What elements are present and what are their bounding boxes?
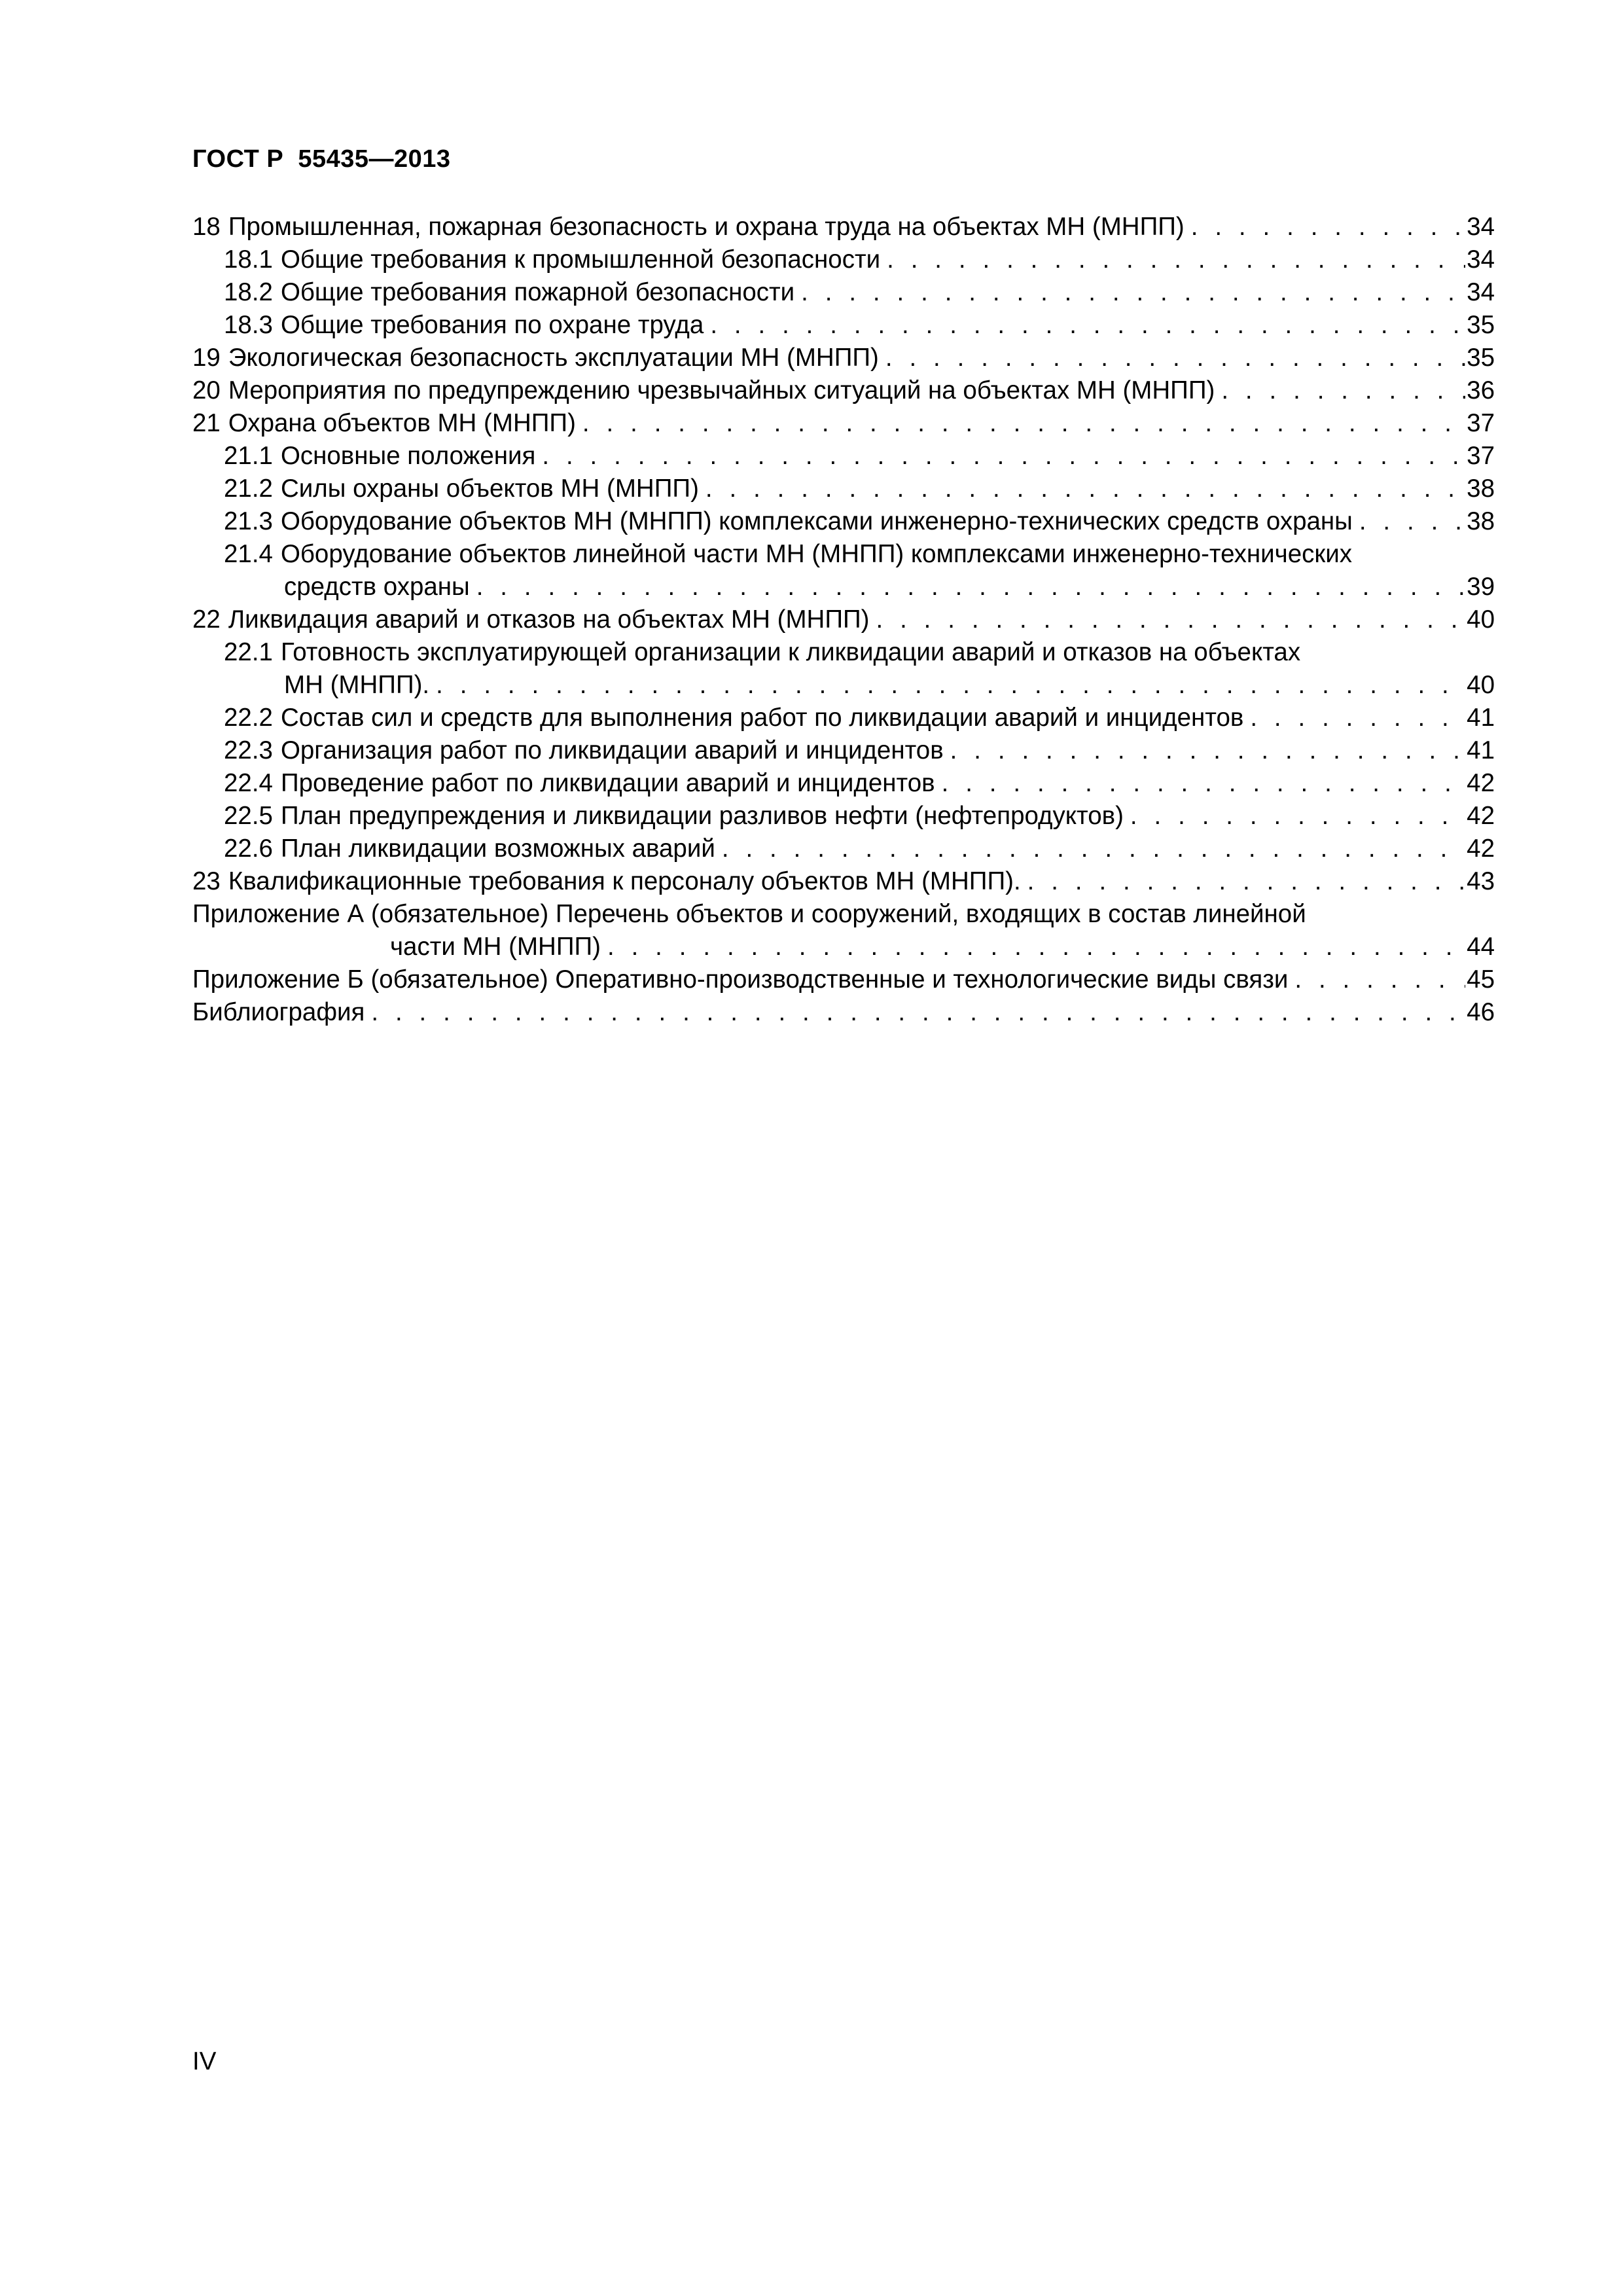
dot-leader bbox=[582, 407, 1465, 440]
dot-leader bbox=[1027, 865, 1466, 898]
toc-entry[interactable] bbox=[192, 473, 1495, 505]
toc-entry-page: 40 bbox=[1467, 605, 1495, 634]
toc-entry-page: 35 bbox=[1467, 344, 1495, 372]
dot-leader bbox=[436, 669, 1465, 702]
toc-entry[interactable] bbox=[192, 538, 1495, 603]
dot-leader bbox=[1130, 800, 1465, 833]
toc-entry[interactable] bbox=[192, 276, 1495, 309]
toc-entry-title: Промышленная, пожарная безопасность и охрана труда на объектах МН (МНПП) bbox=[228, 213, 1185, 241]
dot-leader bbox=[476, 571, 1465, 603]
toc-entry-page: 38 bbox=[1467, 475, 1495, 503]
toc-entry-page: 40 bbox=[1467, 671, 1495, 699]
toc-entry[interactable] bbox=[192, 342, 1495, 374]
toc-entry[interactable] bbox=[192, 505, 1495, 538]
page-number: IV bbox=[192, 2047, 217, 2075]
toc-entry-number: 21 bbox=[192, 409, 221, 437]
toc-entry-title: Основные положения bbox=[280, 442, 536, 470]
toc-entry[interactable] bbox=[192, 211, 1495, 243]
toc-entry-number: 21.3 bbox=[224, 507, 273, 535]
toc-entry-title: Общие требования к промышленной безопасности bbox=[280, 245, 881, 274]
dot-leader bbox=[801, 276, 1465, 309]
toc-entry-title: Проведение работ по ликвидации аварий и инцидентов bbox=[280, 769, 935, 797]
toc-entry-page: 35 bbox=[1467, 311, 1495, 339]
toc-entry-page: 46 bbox=[1467, 998, 1495, 1026]
toc-entry[interactable] bbox=[192, 407, 1495, 440]
toc-entry[interactable] bbox=[192, 440, 1495, 473]
toc-entry-page: 34 bbox=[1467, 278, 1495, 306]
toc-entry-number: 23 bbox=[192, 867, 221, 895]
toc-entry-title: Библиография bbox=[192, 998, 365, 1026]
toc-entry-page: 45 bbox=[1467, 965, 1495, 994]
toc-entry-number: 22.5 bbox=[224, 802, 273, 830]
dot-leader bbox=[1359, 505, 1465, 538]
toc-entry-title: Состав сил и средств для выполнения работ по ликвидации аварий и инцидентов bbox=[280, 704, 1244, 732]
dot-leader bbox=[722, 833, 1465, 865]
dot-leader bbox=[1191, 211, 1465, 243]
toc-entry-title: Приложение А (обязательное) Перечень объектов и сооружений, входящих в состав линейной bbox=[192, 900, 1306, 928]
toc-entry-title: План предупреждения и ликвидации разливов нефти (нефтепродуктов) bbox=[280, 802, 1124, 830]
toc-entry-title: Мероприятия по предупреждению чрезвычайных ситуаций на объектах МН (МНПП) bbox=[228, 376, 1215, 404]
toc-entry-number: 22.3 bbox=[224, 736, 273, 764]
document-header: ГОСТ Р 55435—2013 bbox=[192, 145, 451, 173]
toc-entry-title: Экологическая безопасность эксплуатации МН (МНПП) bbox=[228, 344, 879, 372]
toc-entry-title: МН (МНПП). bbox=[284, 671, 430, 699]
dot-leader bbox=[942, 767, 1466, 800]
toc-entry-number: 19 bbox=[192, 344, 221, 372]
toc-entry-page: 38 bbox=[1467, 507, 1495, 535]
dot-leader bbox=[950, 734, 1466, 767]
toc-entry-number: 22.1 bbox=[224, 638, 273, 666]
toc-entry-number: 22 bbox=[192, 605, 221, 634]
toc-entry-page: 39 bbox=[1467, 573, 1495, 601]
toc-entry-title: Готовность эксплуатирующей организации к ликвидации аварий и отказов на объектах bbox=[280, 638, 1301, 666]
toc-entry[interactable] bbox=[192, 702, 1495, 734]
toc-entry-number: 21.1 bbox=[224, 442, 273, 470]
toc-entry-number: 20 bbox=[192, 376, 221, 404]
dot-leader bbox=[1221, 374, 1465, 407]
toc-entry[interactable] bbox=[192, 865, 1495, 898]
toc-entry-number: 18.2 bbox=[224, 278, 273, 306]
toc-entry-page: 42 bbox=[1467, 802, 1495, 830]
toc-entry-page: 41 bbox=[1467, 704, 1495, 732]
dot-leader bbox=[542, 440, 1465, 473]
toc-entry-page: 34 bbox=[1467, 213, 1495, 241]
toc-entry-title: Оборудование объектов линейной части МН (МНПП) комплексами инженерно-технических bbox=[280, 540, 1352, 568]
toc-entry-title: Общие требования пожарной безопасности bbox=[280, 278, 795, 306]
toc-entry-number: 21.2 bbox=[224, 475, 273, 503]
toc-entry-title: Приложение Б (обязательное) Оперативно-производственные и технологические виды связи bbox=[192, 965, 1289, 994]
toc-entry-number: 18.3 bbox=[224, 311, 273, 339]
toc-entry[interactable] bbox=[192, 767, 1495, 800]
toc-entry[interactable] bbox=[192, 734, 1495, 767]
toc-entry[interactable] bbox=[192, 603, 1495, 636]
toc-entry-page: 42 bbox=[1467, 834, 1495, 863]
toc-entry-title: Организация работ по ликвидации аварий и инцидентов bbox=[280, 736, 944, 764]
toc-entry-number: 21.4 bbox=[224, 540, 273, 568]
dot-leader bbox=[1250, 702, 1465, 734]
toc-entry-title: Ликвидация аварий и отказов на объектах МН (МНПП) bbox=[228, 605, 870, 634]
toc-entry[interactable] bbox=[192, 243, 1495, 276]
toc-entry[interactable] bbox=[192, 374, 1495, 407]
toc-entry-number: 22.6 bbox=[224, 834, 273, 863]
toc-entry-number: 22.4 bbox=[224, 769, 273, 797]
toc-entry-title: Квалификационные требования к персоналу объектов МН (МНПП). bbox=[228, 867, 1021, 895]
toc-entry-page: 44 bbox=[1467, 933, 1495, 961]
dot-leader bbox=[371, 996, 1465, 1029]
toc-entry-number: 18.1 bbox=[224, 245, 273, 274]
table-of-contents bbox=[192, 211, 1495, 1029]
dot-leader bbox=[607, 931, 1465, 963]
toc-entry-title: Охрана объектов МН (МНПП) bbox=[228, 409, 576, 437]
toc-entry-page: 36 bbox=[1467, 376, 1495, 404]
toc-entry[interactable] bbox=[192, 833, 1495, 865]
toc-entry-number: 18 bbox=[192, 213, 221, 241]
toc-entry[interactable] bbox=[192, 898, 1495, 963]
toc-entry[interactable] bbox=[192, 996, 1495, 1029]
toc-entry-title: Общие требования по охране труда bbox=[280, 311, 704, 339]
dot-leader bbox=[705, 473, 1465, 505]
dot-leader bbox=[887, 243, 1465, 276]
toc-entry[interactable] bbox=[192, 309, 1495, 342]
toc-entry-page: 37 bbox=[1467, 409, 1495, 437]
toc-entry-title: средств охраны bbox=[284, 573, 470, 601]
toc-entry-title: части МН (МНПП) bbox=[390, 933, 601, 961]
toc-entry[interactable] bbox=[192, 636, 1495, 702]
toc-entry[interactable] bbox=[192, 800, 1495, 833]
toc-entry-page: 42 bbox=[1467, 769, 1495, 797]
dot-leader bbox=[1294, 963, 1465, 996]
toc-entry-title: План ликвидации возможных аварий bbox=[280, 834, 715, 863]
toc-entry-page: 41 bbox=[1467, 736, 1495, 764]
toc-entry[interactable] bbox=[192, 963, 1495, 996]
dot-leader bbox=[876, 603, 1466, 636]
toc-entry-number: 22.2 bbox=[224, 704, 273, 732]
dot-leader bbox=[710, 309, 1465, 342]
toc-entry-title: Силы охраны объектов МН (МНПП) bbox=[280, 475, 699, 503]
toc-entry-page: 43 bbox=[1467, 867, 1495, 895]
dot-leader bbox=[885, 342, 1465, 374]
toc-entry-page: 37 bbox=[1467, 442, 1495, 470]
toc-entry-title: Оборудование объектов МН (МНПП) комплексами инженерно-технических средств охраны bbox=[280, 507, 1353, 535]
toc-entry-page: 34 bbox=[1467, 245, 1495, 274]
